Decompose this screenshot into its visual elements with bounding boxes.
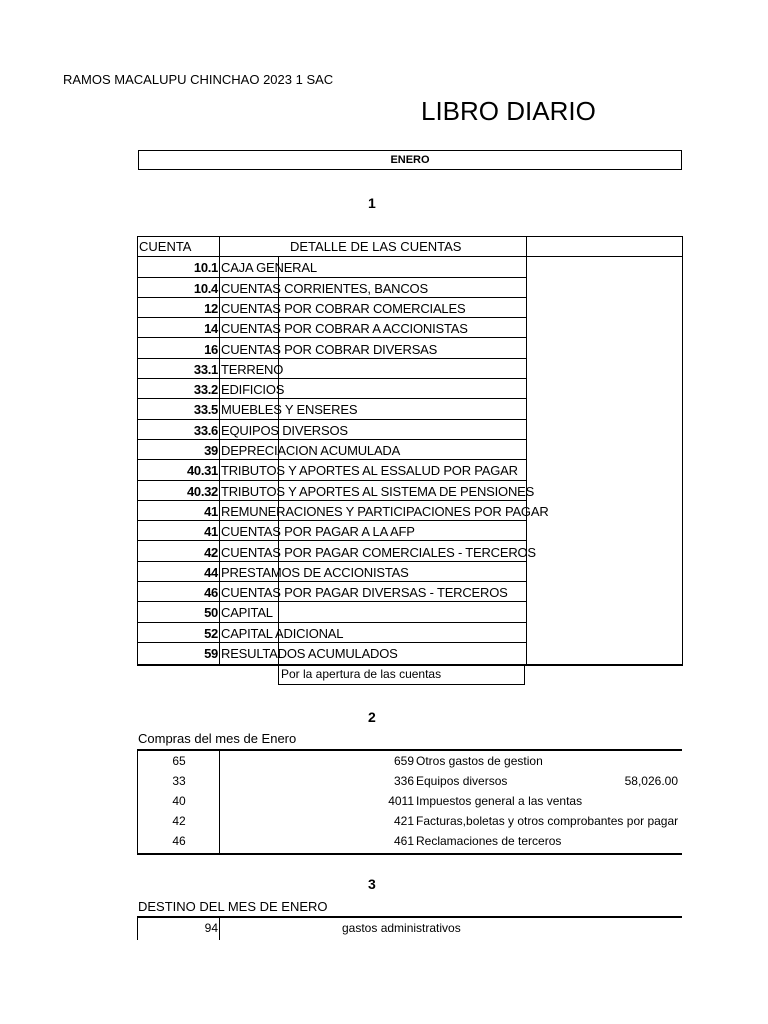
account-name: EDIFICIOS: [221, 382, 285, 398]
account-code: 94: [204, 921, 218, 935]
account-code: 42: [172, 814, 186, 828]
entry-gloss: Por la apertura de las cuentas: [278, 664, 525, 685]
table-row: [138, 257, 527, 277]
table-row: [138, 318, 527, 338]
table-row: [138, 481, 535, 501]
account-name: RESULTADOS ACUMULADOS: [221, 646, 398, 661]
table-row: [138, 440, 527, 460]
subaccount-code: 461: [393, 834, 414, 848]
account-name: CUENTAS POR PAGAR A LA AFP: [221, 524, 415, 540]
account-code: 33.2: [193, 382, 218, 398]
amount: 58,026.00: [624, 774, 678, 788]
author-line: RAMOS MACALUPU CHINCHAO 2023 1 SAC: [63, 72, 334, 87]
entry-caption: Compras del mes de Enero: [138, 731, 297, 746]
account-name: PRESTAMOS DE ACCIONISTAS: [221, 564, 409, 580]
column-divider: [219, 918, 220, 940]
account-name: CUENTAS POR PAGAR DIVERSAS - TERCEROS: [221, 585, 508, 601]
table-row: [138, 602, 527, 622]
table-row: [138, 359, 527, 379]
account-code: 65: [172, 754, 186, 768]
account-code: 16: [204, 341, 218, 357]
account-name: CAPITAL: [221, 605, 273, 621]
table-row: [138, 379, 527, 399]
table-row: [138, 771, 682, 791]
entry-number-3: 3: [368, 876, 376, 892]
account-code: 40.32: [186, 483, 218, 499]
account-code: 33.6: [193, 422, 218, 438]
table-row: [138, 831, 682, 851]
account-name: CUENTAS CORRIENTES, BANCOS: [221, 280, 428, 296]
account-name: TRIBUTOS Y APORTES AL SISTEMA DE PENSIONES: [221, 483, 535, 499]
subaccount-code: 4011: [388, 794, 414, 808]
table-row: [138, 420, 527, 440]
account-description: Impuestos general a las ventas: [416, 794, 583, 808]
account-code: 12: [204, 300, 218, 316]
table-row: [138, 751, 682, 771]
table-row: [138, 298, 527, 318]
table-row: [138, 278, 527, 298]
account-description: Otros gastos de gestion: [416, 754, 543, 768]
entry-number-2: 2: [368, 709, 376, 725]
page-title: LIBRO DIARIO: [421, 96, 596, 126]
account-description: Equipos diversos: [416, 774, 508, 788]
account-code: 41: [204, 524, 218, 540]
subaccount-code: 336: [393, 774, 414, 788]
subaccount-code: 659: [393, 754, 414, 768]
account-code: 33.1: [193, 361, 218, 377]
account-code: 59: [204, 646, 218, 661]
table-row: [138, 521, 527, 541]
account-name: MUEBLES Y ENSERES: [221, 402, 358, 418]
account-code: 33.5: [193, 402, 218, 418]
account-code: 52: [204, 625, 218, 641]
account-name: TRIBUTOS Y APORTES AL ESSALUD POR PAGAR: [221, 463, 518, 479]
table-header-row: [138, 237, 682, 257]
account-code: 10.1: [193, 260, 218, 276]
table-row: [138, 460, 527, 480]
account-name: EQUIPOS DIVERSOS: [221, 422, 348, 438]
account-name: DEPRECIACION ACUMULADA: [221, 443, 401, 458]
account-name: CAJA GENERAL: [221, 260, 317, 276]
account-code: 39: [204, 443, 218, 458]
account-code: 46: [204, 585, 218, 601]
entry-number-1: 1: [368, 195, 376, 211]
entry-caption: DESTINO DEL MES DE ENERO: [138, 899, 328, 914]
column-header-detalle: DETALLE DE LAS CUENTAS: [290, 239, 462, 254]
account-name: CAPITAL ADICIONAL: [221, 625, 344, 641]
account-code: 41: [204, 503, 218, 519]
column-header-cuenta: CUENTA: [139, 239, 192, 254]
account-code: 40: [172, 794, 186, 808]
account-name: CUENTAS POR COBRAR A ACCIONISTAS: [221, 321, 468, 337]
table-row: [138, 623, 527, 643]
destination-entry-table: [137, 916, 682, 940]
account-code: 46: [172, 834, 186, 848]
month-header: ENERO: [138, 150, 682, 170]
table-row: [138, 791, 682, 811]
account-code: 50: [204, 605, 218, 621]
table-row: [138, 399, 527, 419]
account-description: gastos administrativos: [342, 921, 461, 935]
account-code: 42: [204, 544, 218, 560]
account-description: Reclamaciones de terceros: [416, 834, 562, 848]
table-row: [138, 542, 536, 562]
table-row: [138, 562, 527, 582]
account-code: 40.31: [186, 463, 218, 479]
account-name: CUENTAS POR PAGAR COMERCIALES - TERCEROS: [221, 544, 536, 560]
account-name: CUENTAS POR COBRAR COMERCIALES: [221, 300, 466, 316]
table-row: [138, 582, 527, 602]
account-name: REMUNERACIONES Y PARTICIPACIONES POR PAGAR: [221, 503, 549, 519]
account-name: TERRENO: [221, 361, 284, 377]
account-code: 33: [172, 774, 186, 788]
table-row: [138, 501, 549, 521]
table-row: [138, 643, 527, 663]
account-code: 14: [204, 321, 218, 337]
table-row: [138, 811, 682, 831]
subaccount-code: 421: [393, 814, 414, 828]
table-row: [138, 339, 527, 359]
account-code: 10.4: [193, 280, 218, 296]
account-name: CUENTAS POR COBRAR DIVERSAS: [221, 341, 438, 357]
opening-entry-table: [137, 236, 683, 666]
purchases-entry-table: [137, 749, 682, 855]
account-code: 44: [204, 564, 218, 580]
account-description: Facturas,boletas y otros comprobantes por pagar: [416, 814, 679, 828]
